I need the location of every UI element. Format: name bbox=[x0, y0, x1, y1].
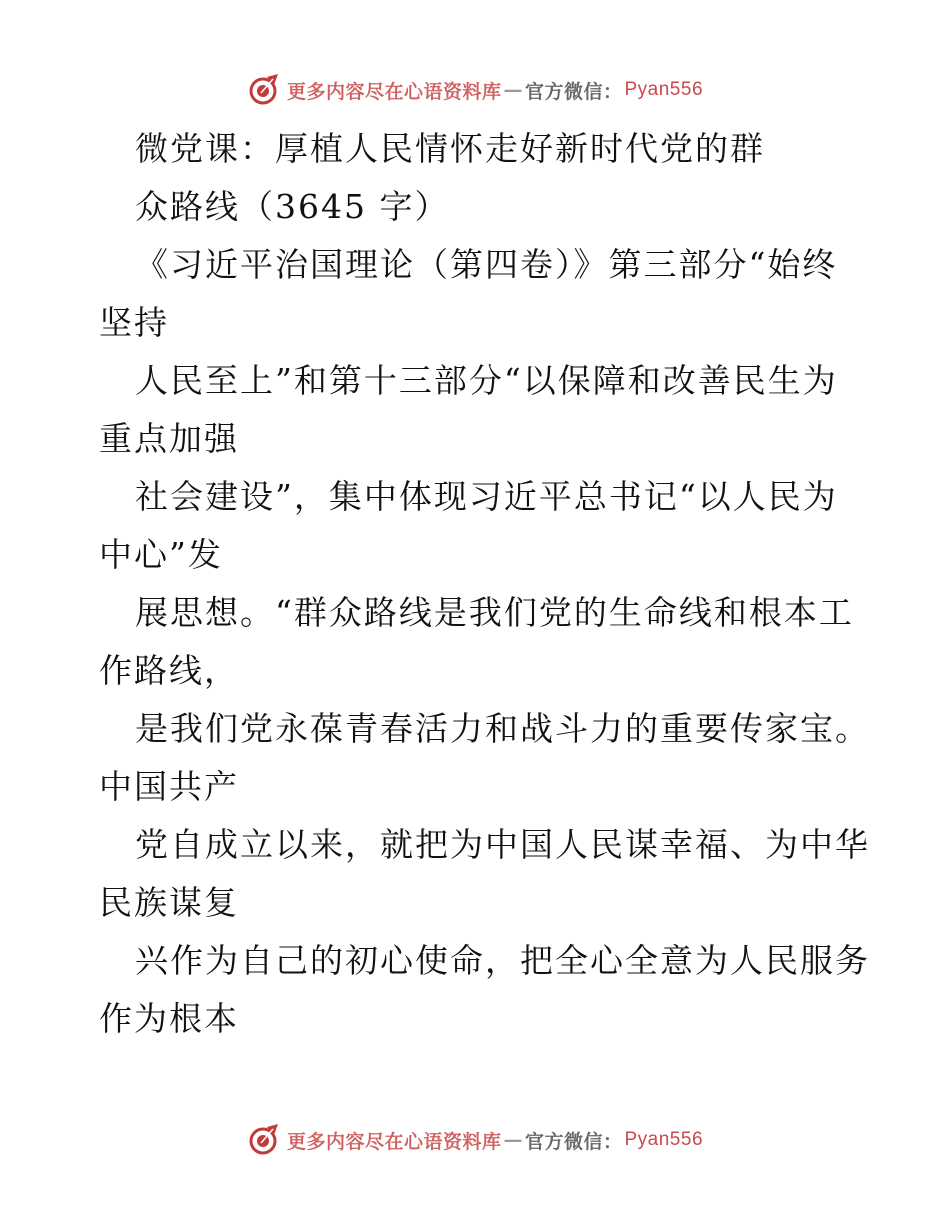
pen-nib-circle-icon bbox=[247, 1123, 281, 1157]
watermark-wechat-label: 官方微信： bbox=[524, 1130, 623, 1153]
doc-line: 人民至上”和第十三部分“以保障和改善民生为 bbox=[135, 361, 838, 400]
doc-line: 民族谋复 bbox=[99, 883, 239, 922]
watermark-wechat-id: Pyan556 bbox=[624, 1129, 704, 1150]
doc-line: 是我们党永葆青春活力和战斗力的重要传家宝。 bbox=[135, 709, 870, 748]
doc-line: 重点加强 bbox=[99, 419, 239, 458]
doc-line: 《习近平治国理论（第四卷）》第三部分“始终 bbox=[135, 245, 838, 284]
doc-line: 兴作为自己的初心使命，把全心全意为人民服务 bbox=[135, 941, 870, 980]
watermark-separator: — bbox=[503, 1129, 523, 1151]
doc-line: 坚持 bbox=[99, 303, 169, 342]
footer-watermark bbox=[0, 1120, 950, 1160]
doc-line: 中心”发 bbox=[99, 535, 223, 574]
watermark-main-text: 更多内容尽在心语资料库 bbox=[286, 80, 502, 103]
doc-line: 社会建设”，集中体现习近平总书记“以人民为 bbox=[135, 477, 838, 516]
doc-line: 作为根本 bbox=[99, 999, 239, 1038]
header-watermark bbox=[0, 70, 950, 110]
watermark-separator: — bbox=[503, 79, 523, 101]
doc-line: 作路线， bbox=[99, 651, 239, 690]
doc-line: 中国共产 bbox=[99, 767, 239, 806]
doc-line-title-1: 微党课：厚植人民情怀走好新时代党的群 bbox=[135, 129, 765, 168]
watermark-wechat-id: Pyan556 bbox=[624, 79, 704, 100]
watermark-main-text: 更多内容尽在心语资料库 bbox=[286, 1130, 502, 1153]
doc-line: 展思想。“群众路线是我们党的生命线和根本工 bbox=[135, 593, 854, 632]
pen-nib-circle-icon bbox=[247, 73, 281, 107]
doc-line: 党自成立以来，就把为中国人民谋幸福、为中华 bbox=[135, 825, 870, 864]
watermark-wechat-label: 官方微信： bbox=[524, 80, 623, 103]
doc-line-title-2: 众路线（3645 字） bbox=[135, 187, 450, 226]
